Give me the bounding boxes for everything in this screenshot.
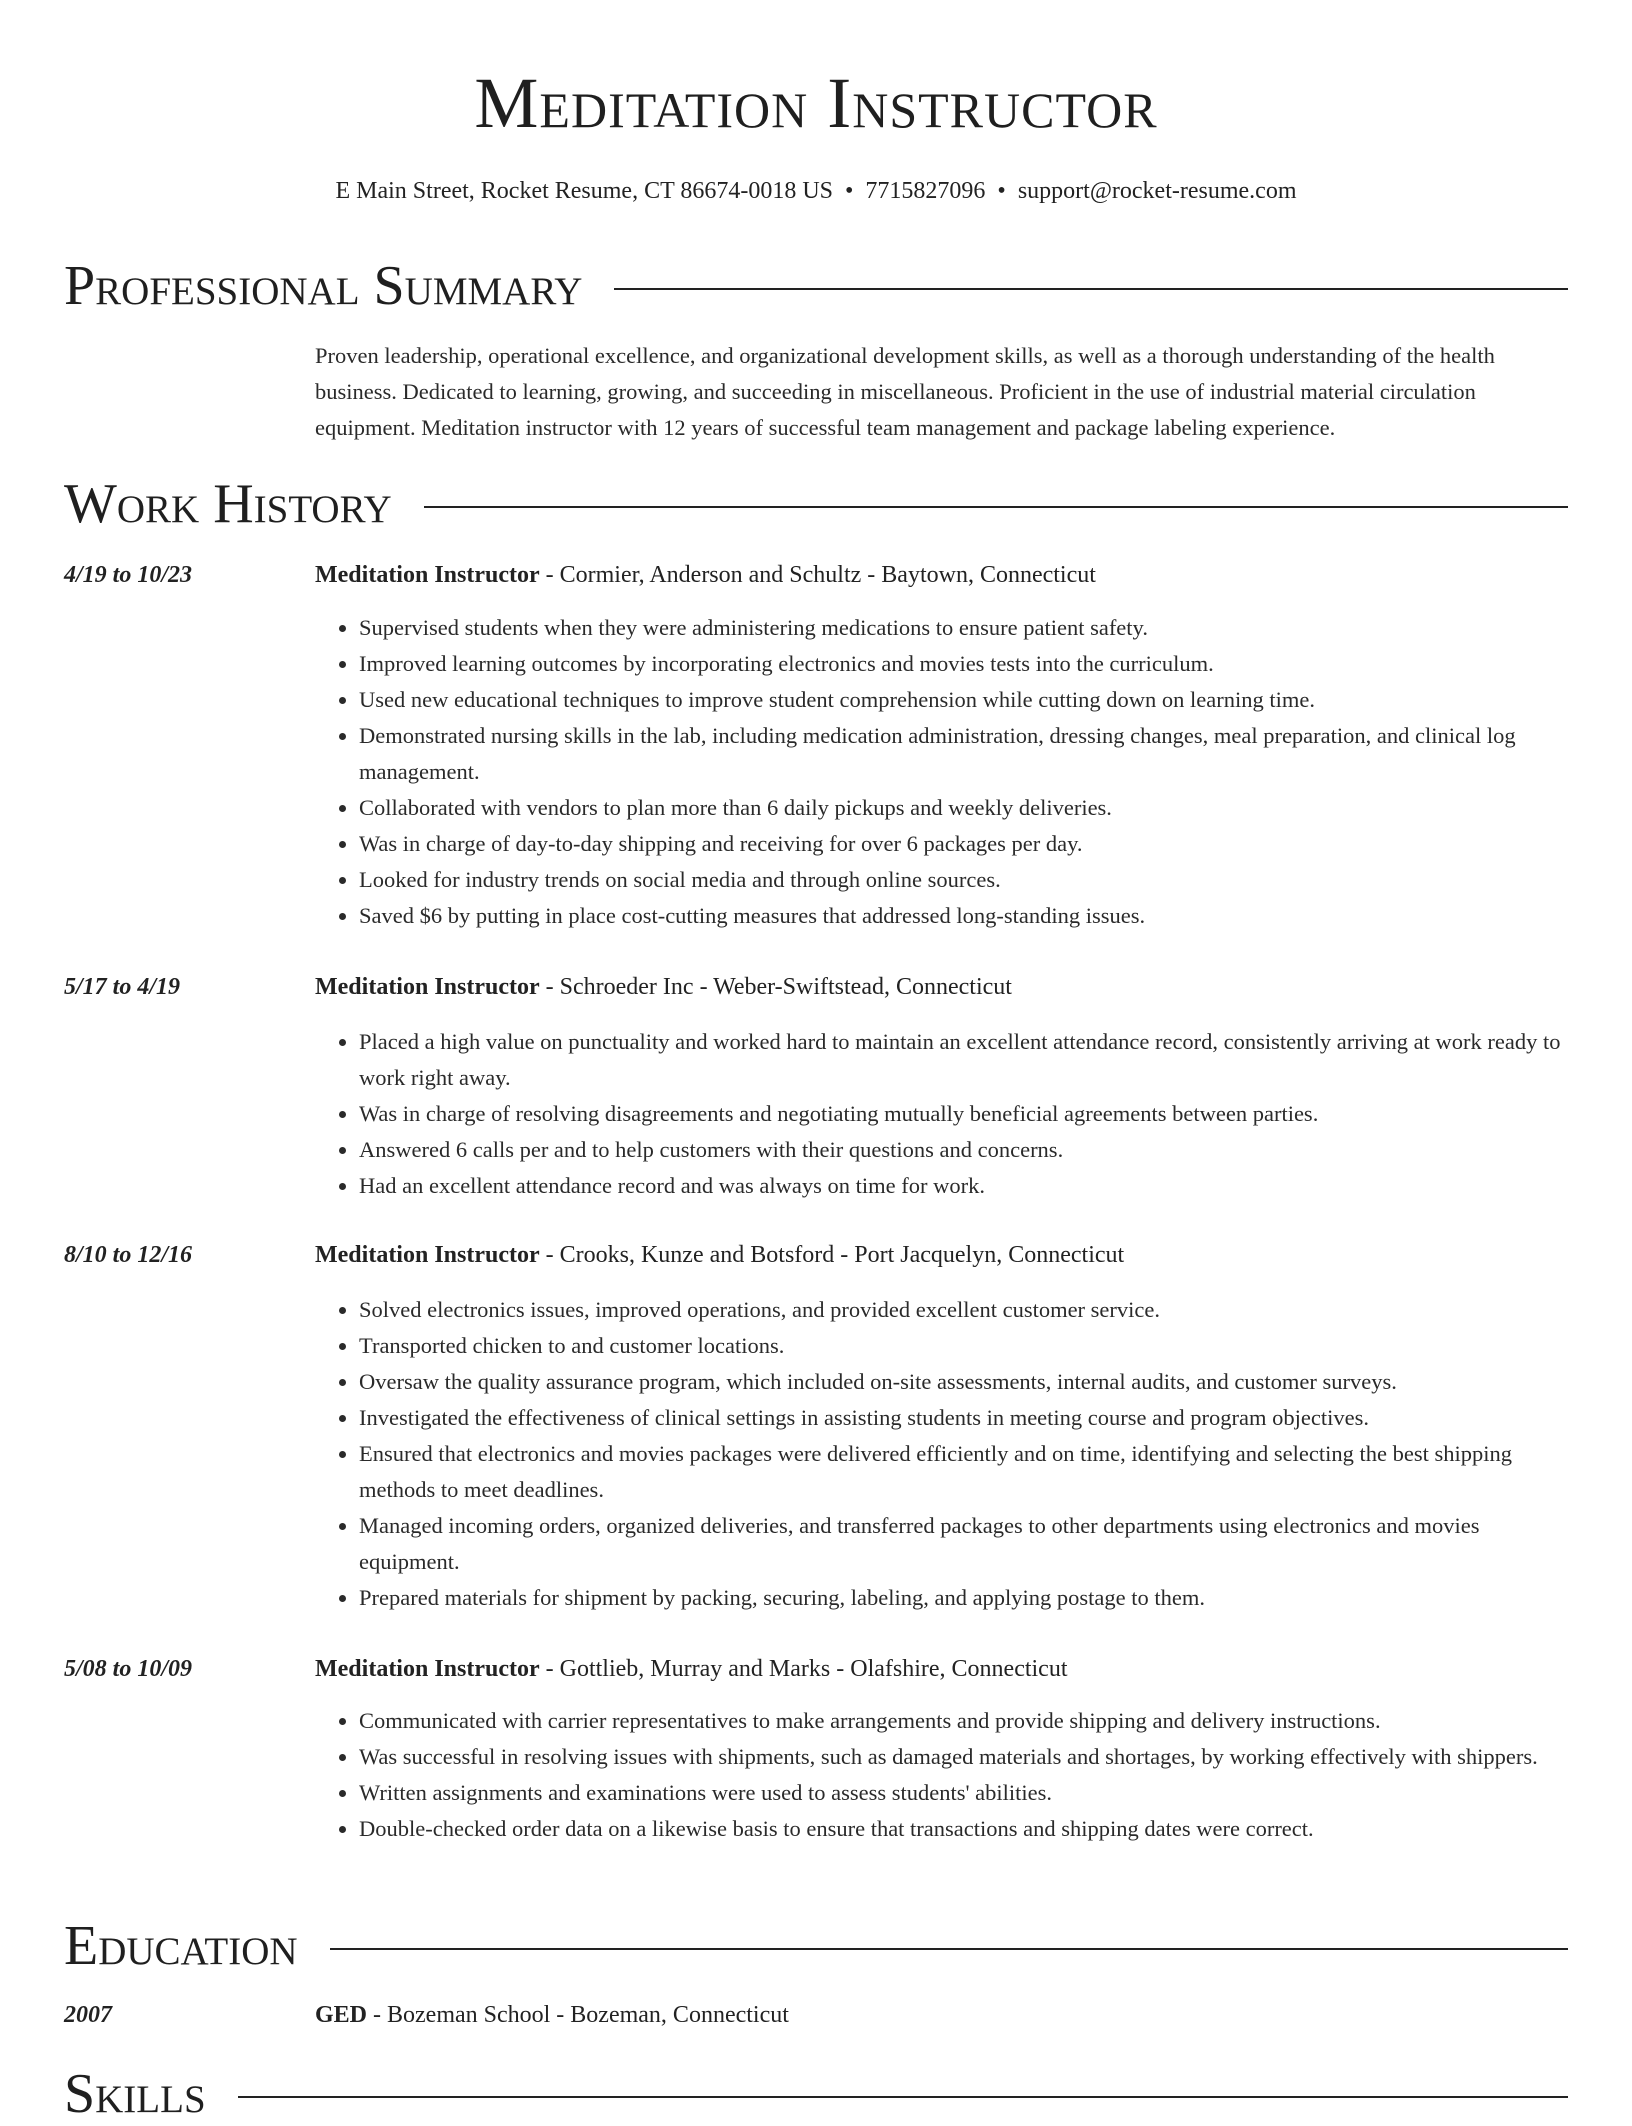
job-heading xyxy=(315,560,1568,590)
job-title: Meditation Instructor xyxy=(315,1656,540,1682)
list-item: • Used new educational techniques to improve student comprehension while cutting down on learning time. xyxy=(359,682,1564,718)
list-item: • Demonstrated nursing skills in the lab, including medication administration, dressing changes, meal preparation, and clinical log management. xyxy=(359,718,1564,790)
list-item: • Solved electronics issues, improved operations, and provided excellent customer service. xyxy=(359,1292,1564,1328)
section-title-work-history: Work History xyxy=(64,473,392,535)
section-header-work-history xyxy=(64,472,1568,536)
contact-line xyxy=(0,176,1632,206)
contact-phone: 7715827096 xyxy=(865,178,986,204)
list-item: • Looked for industry trends on social media and through online sources. xyxy=(359,862,1564,898)
job-bullets xyxy=(315,1703,1564,1847)
list-item: • Prepared materials for shipment by packing, securing, labeling, and applying postage to them. xyxy=(359,1580,1564,1616)
job-heading xyxy=(315,972,1568,1002)
list-item: • Ensured that electronics and movies packages were delivered efficiently and on time, identifying and selecting the best shipping methods to meet deadlines. xyxy=(359,1436,1564,1508)
job-dates: 5/17 to 4/19 xyxy=(64,974,181,1000)
list-item: • Was successful in resolving issues with shipments, such as damaged materials and shortages, by working effectively with shippers. xyxy=(359,1739,1564,1775)
list-item: • Was in charge of resolving disagreements and negotiating mutually beneficial agreements between parties. xyxy=(359,1096,1564,1132)
job-title: Meditation Instructor xyxy=(315,974,540,1000)
list-item: • Collaborated with vendors to plan more than 6 daily pickups and weekly deliveries. xyxy=(359,790,1564,826)
candidate-name: Meditation Instructor xyxy=(474,63,1158,143)
list-item: • Was in charge of day-to-day shipping and receiving for over 6 packages per day. xyxy=(359,826,1564,862)
job-dates: 8/10 to 12/16 xyxy=(64,1242,193,1268)
job-title: Meditation Instructor xyxy=(315,1242,540,1268)
job-bullets xyxy=(315,610,1564,934)
contact-separator: • xyxy=(845,178,854,204)
education-school-location: - Bozeman School - Bozeman, Connecticut xyxy=(367,2002,789,2028)
education-degree: GED xyxy=(315,2002,368,2028)
job-heading xyxy=(315,1240,1568,1270)
section-header-summary xyxy=(64,254,1568,318)
section-title-summary: Professional Summary xyxy=(64,255,583,317)
list-item: • Communicated with carrier representatives to make arrangements and provide shipping and delivery instructions. xyxy=(359,1703,1564,1739)
list-item: • Placed a high value on punctuality and worked hard to maintain an excellent attendance record, consistently arriving at work ready to work right away. xyxy=(359,1024,1564,1096)
list-item: • Managed incoming orders, organized deliveries, and transferred packages to other departments using electronics and movies equipment. xyxy=(359,1508,1564,1580)
job-employer-location: - Gottlieb, Murray and Marks - Olafshire, Connecticut xyxy=(539,1656,1068,1682)
section-divider xyxy=(238,2096,1568,2098)
list-item: • Transported chicken to and customer locations. xyxy=(359,1328,1564,1364)
job-dates: 5/08 to 10/09 xyxy=(64,1656,193,1682)
list-item: • Improved learning outcomes by incorporating electronics and movies tests into the curriculum. xyxy=(359,646,1564,682)
job-employer-location: - Crooks, Kunze and Botsford - Port Jacquelyn, Connecticut xyxy=(539,1242,1125,1268)
education-heading xyxy=(315,2000,1568,2030)
list-item: • Double-checked order data on a likewise basis to ensure that transactions and shipping dates were correct. xyxy=(359,1811,1564,1847)
section-title-education: Education xyxy=(64,1915,298,1977)
section-title-skills: Skills xyxy=(64,2063,206,2125)
education-year: 2007 xyxy=(64,2002,112,2028)
contact-address: E Main Street, Rocket Resume, CT 86674-0018 US xyxy=(335,178,833,204)
job-employer-location: - Schroeder Inc - Weber-Swiftstead, Connecticut xyxy=(539,974,1012,1000)
list-item: • Saved $6 by putting in place cost-cutting measures that addressed long-standing issues. xyxy=(359,898,1564,934)
job-title: Meditation Instructor xyxy=(315,562,540,588)
list-item: • Answered 6 calls per and to help customers with their questions and concerns. xyxy=(359,1132,1564,1168)
summary-text: Proven leadership, operational excellence, and organizational development skills, as well as a thorough understanding of the health business. Dedicated to learning, growing, and succeeding in miscellaneous. Proficient in the use of industrial material circulation equipment. Meditation instructor with 12 years of successful team management and package labeling experience. xyxy=(315,343,1495,440)
section-header-education xyxy=(64,1914,1568,1978)
list-item: • Supervised students when they were administering medications to ensure patient safety. xyxy=(359,610,1564,646)
section-divider xyxy=(614,288,1568,290)
job-bullets xyxy=(315,1024,1564,1204)
job-employer-location: - Cormier, Anderson and Schultz - Baytown, Connecticut xyxy=(539,562,1096,588)
contact-email: support@rocket-resume.com xyxy=(1017,178,1297,204)
contact-separator: • xyxy=(997,178,1006,204)
job-heading xyxy=(315,1654,1568,1684)
section-divider xyxy=(330,1948,1568,1950)
section-divider xyxy=(424,506,1568,508)
list-item: • Written assignments and examinations were used to assess students' abilities. xyxy=(359,1775,1564,1811)
job-dates: 4/19 to 10/23 xyxy=(64,562,193,588)
list-item: • Had an excellent attendance record and was always on time for work. xyxy=(359,1168,1564,1204)
job-bullets xyxy=(315,1292,1564,1616)
list-item: • Investigated the effectiveness of clinical settings in assisting students in meeting course and program objectives. xyxy=(359,1400,1564,1436)
section-header-skills xyxy=(64,2062,1568,2126)
list-item: • Oversaw the quality assurance program, which included on-site assessments, internal audits, and customer surveys. xyxy=(359,1364,1564,1400)
